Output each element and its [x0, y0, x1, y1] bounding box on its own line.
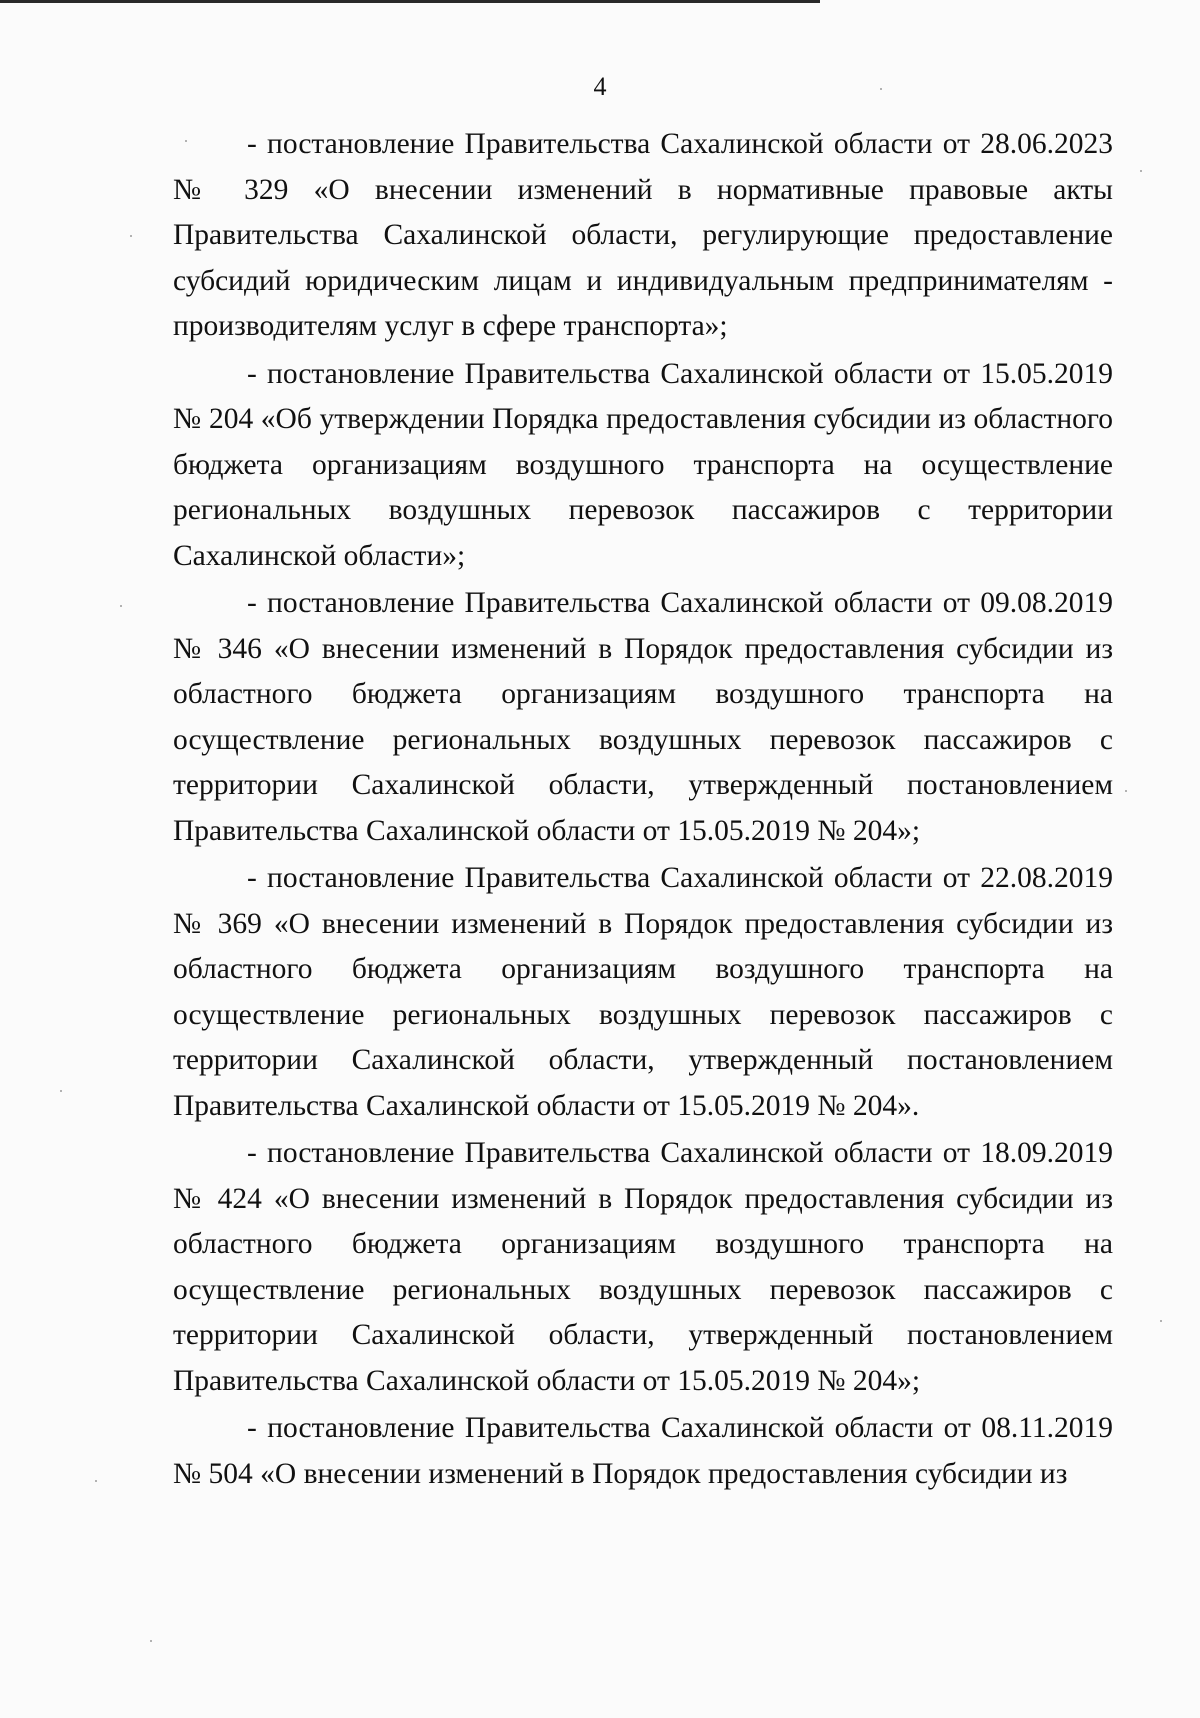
scan-speck	[150, 1640, 152, 1642]
scan-speck	[1125, 790, 1127, 792]
list-item: - постановление Правительства Сахалинской области от 15.05.2019 № 204 «Об утверждении Порядка предоставления субсидии из областного бюджета организациям воздушного транспорта на осуществление региональных воздушных перевозок пассажиров с территории Сахалинской области»;	[173, 357, 1113, 572]
scan-speck	[120, 605, 122, 607]
scan-speck	[60, 1090, 62, 1092]
list-item: - постановление Правительства Сахалинской области от 08.11.2019 № 504 «О внесении изменений в Порядок предоставления субсидии из	[173, 1412, 1113, 1490]
list-item: - постановление Правительства Сахалинской области от 09.08.2019 № 346 «О внесении изменений в Порядок предоставления субсидии из областного бюджета организациям воздушного транспорта на осуществление региональных воздушных перевозок пассажиров с территории Сахалинской области, утвержденный постановлением Правительства Сахалинской области от 15.05.2019 № 204»;	[173, 587, 1113, 847]
scan-speck	[130, 235, 132, 237]
scan-speck	[1160, 1320, 1162, 1322]
scan-speck	[185, 140, 187, 142]
list-item: - постановление Правительства Сахалинской области от 18.09.2019 № 424 «О внесении изменений в Порядок предоставления субсидии из областного бюджета организациям воздушного транспорта на осуществление региональных воздушных перевозок пассажиров с территории Сахалинской области, утвержденный постановлением Правительства Сахалинской области от 15.05.2019 № 204»;	[173, 1137, 1113, 1397]
list-item: - постановление Правительства Сахалинской области от 28.06.2023 № 329 «О внесении изменений в нормативные правовые акты Правительства Сахалинской области, регулирующие предоставление субсидий юридическим лицам и индивидуальным предпринимателям - производителям услуг в сфере транспорта»;	[173, 128, 1113, 342]
scan-speck	[95, 1480, 97, 1482]
scan-speck	[880, 88, 882, 90]
page-number: 4	[593, 72, 607, 101]
scan-speck	[1140, 170, 1142, 172]
scan-top-edge	[0, 0, 820, 3]
list-item: - постановление Правительства Сахалинской области от 22.08.2019 № 369 «О внесении изменений в Порядок предоставления субсидии из областного бюджета организациям воздушного транспорта на осуществление региональных воздушных перевозок пассажиров с территории Сахалинской области, утвержденный постановлением Правительства Сахалинской области от 15.05.2019 № 204».	[173, 862, 1113, 1122]
document-body	[173, 122, 1113, 1497]
